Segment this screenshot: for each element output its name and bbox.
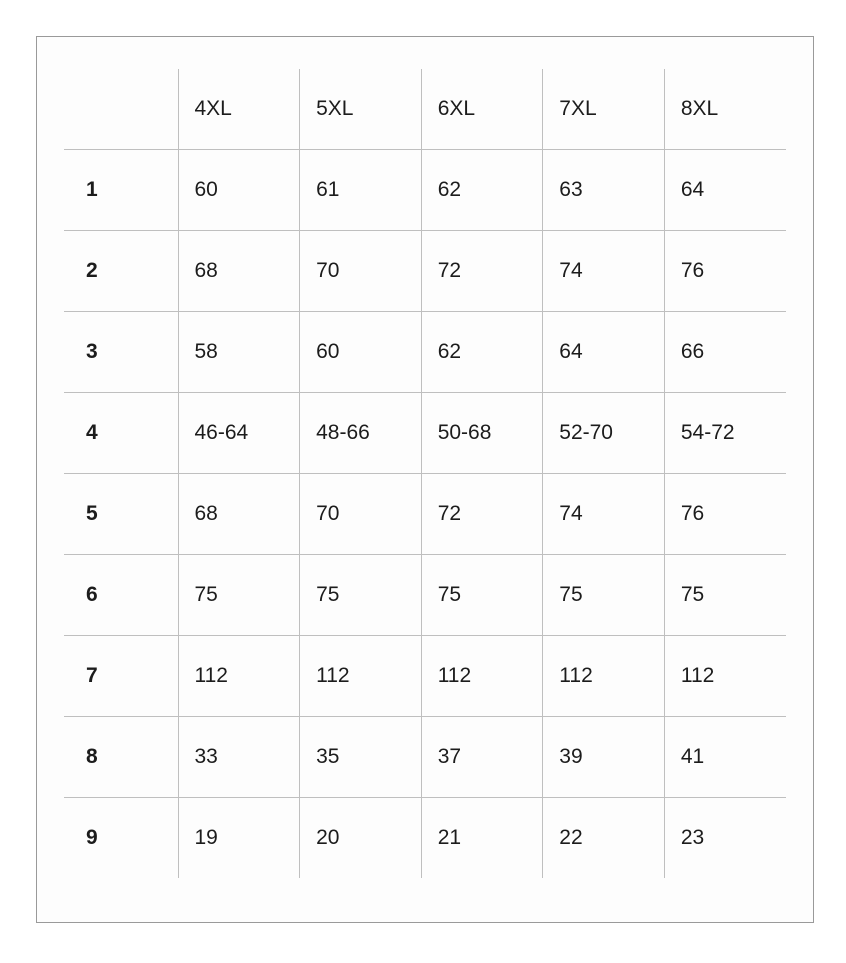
table-cell: 52-70 [543, 393, 665, 474]
size-chart-card [36, 36, 814, 923]
table-cell: 22 [543, 798, 665, 879]
size-chart-table [64, 69, 786, 878]
table-cell: 46-64 [178, 393, 300, 474]
table-header [64, 69, 786, 150]
table-cell: 62 [421, 312, 543, 393]
table-row [64, 717, 786, 798]
table-cell: 60 [300, 312, 422, 393]
column-header-7xl: 7XL [543, 69, 665, 150]
table-cell: 75 [178, 555, 300, 636]
table-cell: 64 [664, 150, 786, 231]
table-cell: 74 [543, 231, 665, 312]
table-cell: 112 [543, 636, 665, 717]
table-cell: 62 [421, 150, 543, 231]
table-cell: 68 [178, 231, 300, 312]
header-row [64, 69, 786, 150]
table-cell: 50-68 [421, 393, 543, 474]
table-cell: 75 [543, 555, 665, 636]
row-label: 2 [64, 231, 178, 312]
table-cell: 21 [421, 798, 543, 879]
table-cell: 112 [178, 636, 300, 717]
table-cell: 33 [178, 717, 300, 798]
table-corner-cell [64, 69, 178, 150]
column-header-4xl: 4XL [178, 69, 300, 150]
table-cell: 75 [664, 555, 786, 636]
table-cell: 70 [300, 474, 422, 555]
table-cell: 61 [300, 150, 422, 231]
table-cell: 41 [664, 717, 786, 798]
column-header-8xl: 8XL [664, 69, 786, 150]
table-cell: 76 [664, 474, 786, 555]
table-cell: 76 [664, 231, 786, 312]
table-cell: 23 [664, 798, 786, 879]
table-row [64, 231, 786, 312]
row-label: 3 [64, 312, 178, 393]
table-cell: 72 [421, 231, 543, 312]
table-row [64, 150, 786, 231]
table-row [64, 555, 786, 636]
row-label: 8 [64, 717, 178, 798]
row-label: 6 [64, 555, 178, 636]
table-row [64, 474, 786, 555]
row-label: 9 [86, 826, 98, 850]
table-cell: 60 [178, 150, 300, 231]
table-cell: 75 [421, 555, 543, 636]
row-label: 7 [64, 636, 178, 717]
table-row [64, 798, 786, 879]
column-header-5xl: 5XL [300, 69, 422, 150]
table-cell: 63 [543, 150, 665, 231]
table-cell: 48-66 [300, 393, 422, 474]
row-label: 4 [64, 393, 178, 474]
table-cell: 54-72 [664, 393, 786, 474]
table-cell: 112 [421, 636, 543, 717]
table-cell: 37 [421, 717, 543, 798]
table-row [64, 312, 786, 393]
table-cell: 58 [178, 312, 300, 393]
table-cell: 20 [300, 798, 422, 879]
table-body [64, 150, 786, 879]
table-cell: 75 [300, 555, 422, 636]
row-label: 5 [64, 474, 178, 555]
table-cell: 74 [543, 474, 665, 555]
table-cell: 19 [178, 798, 300, 879]
table-cell: 112 [664, 636, 786, 717]
table-row [64, 393, 786, 474]
table-cell: 72 [421, 474, 543, 555]
table-cell: 64 [543, 312, 665, 393]
table-cell: 39 [543, 717, 665, 798]
table-row [64, 636, 786, 717]
row-label: 1 [64, 150, 178, 231]
table-cell: 70 [300, 231, 422, 312]
table-cell: 68 [178, 474, 300, 555]
table-cell: 35 [300, 717, 422, 798]
table-cell: 112 [300, 636, 422, 717]
column-header-6xl: 6XL [421, 69, 543, 150]
table-cell: 66 [664, 312, 786, 393]
